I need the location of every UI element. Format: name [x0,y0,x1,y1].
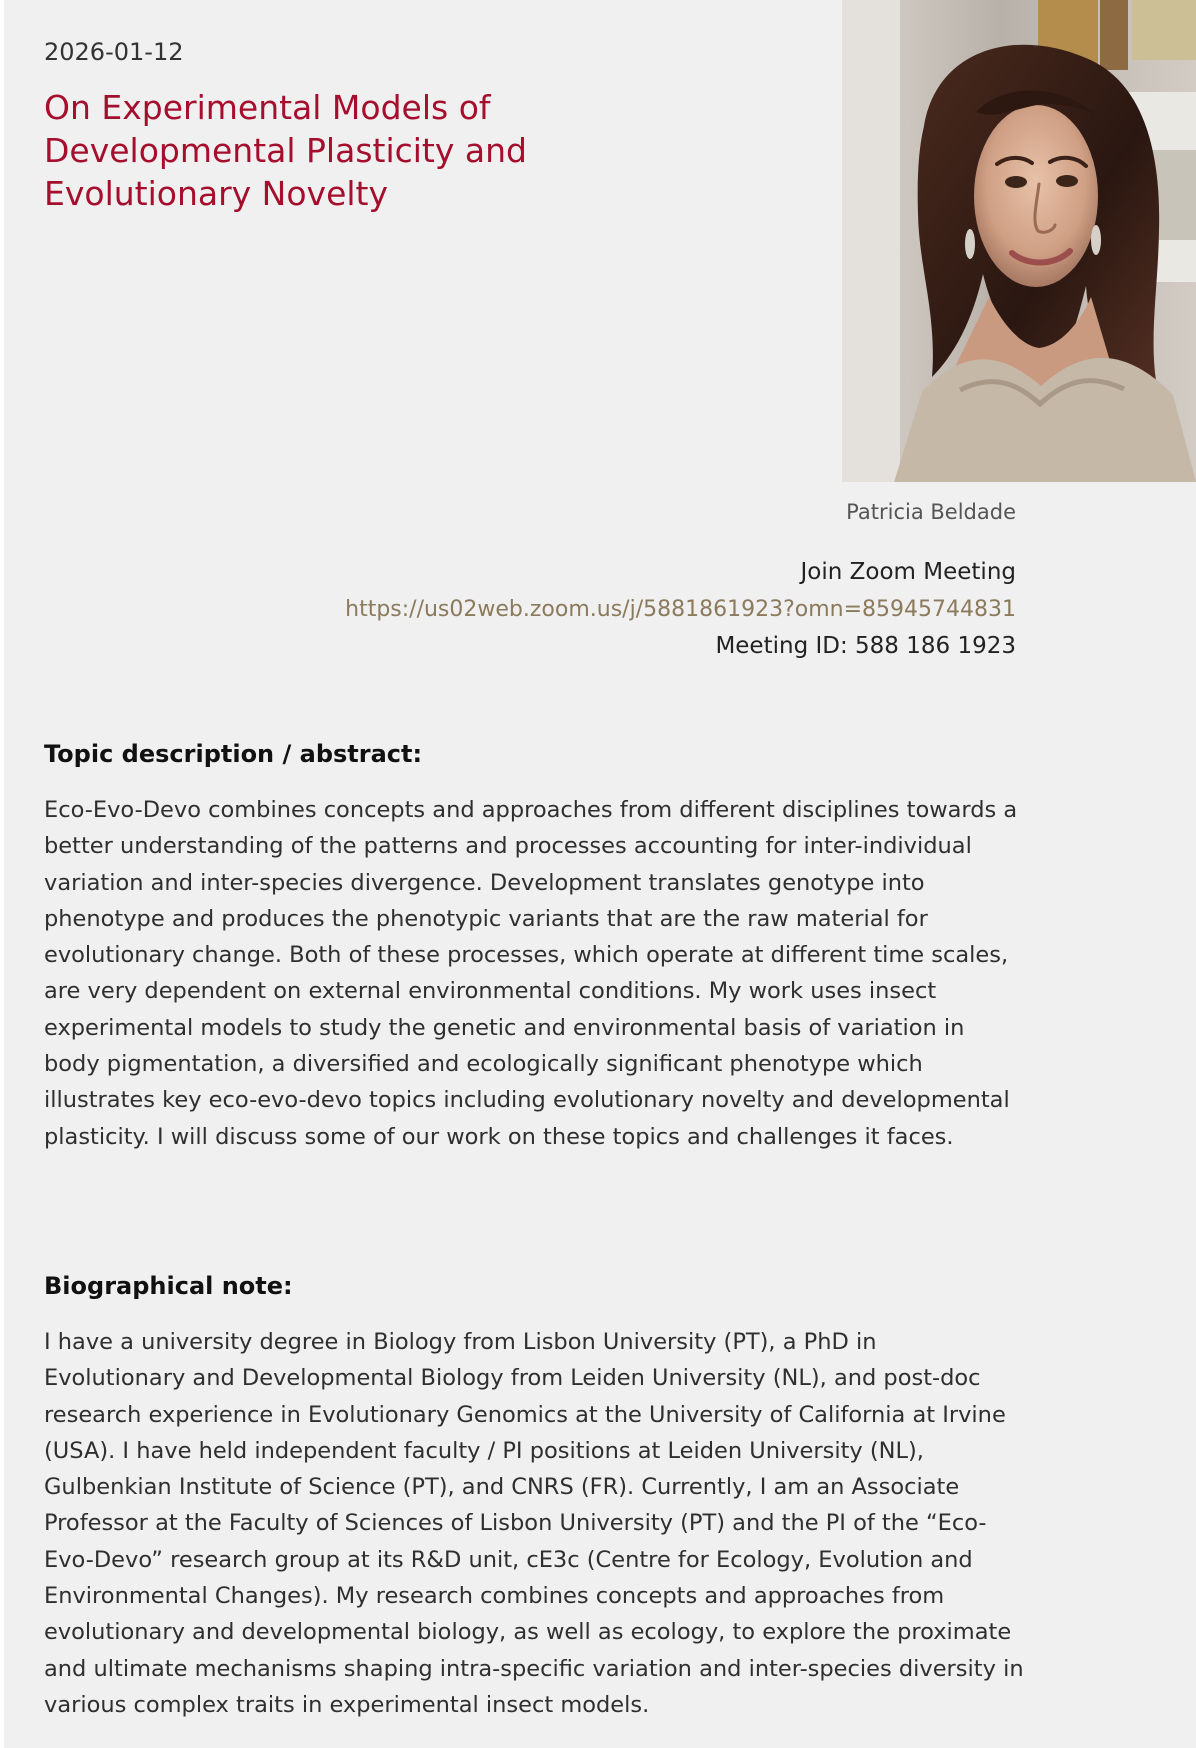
event-date: 2026-01-12 [44,38,184,66]
speaker-portrait-image [842,0,1196,482]
abstract-heading: Topic description / abstract: [44,740,423,768]
zoom-meeting-id: Meeting ID: 588 186 1923 [715,633,1016,659]
bio-section [44,1272,1024,1723]
speaker-name: Patricia Beldade [846,500,1016,524]
speaker-photo [842,0,1196,482]
bio-heading: Biographical note: [44,1272,293,1300]
zoom-meeting-info [345,554,1016,665]
zoom-join-label: Join Zoom Meeting [800,559,1016,585]
event-header [4,0,1196,660]
abstract-section [44,740,1024,1155]
zoom-meeting-link[interactable]: https://us02web.zoom.us/j/5881861923?omn=85945744831 [345,597,1016,622]
abstract-text: Eco-Evo-Devo combines concepts and approaches from different disciplines towards a better understanding of the patterns and processes accounting for inter-individual variation and inter-species divergence. Development translates genotype into phenotype and produces the phenotypic variants that are the raw material for evolutionary change. Both of these processes, which operate at different time scales, are very dependent on external environmental conditions. My work uses insect experimental models to study the genetic and environmental basis of variation in body pigmentation, a diversified and ecologically significant phenotype which illustrates key eco-evo-devo topics including evolutionary novelty and developmental plasticity. I will discuss some of our work on these topics and challenges it faces. [44,797,1018,1150]
bio-text: I have a university degree in Biology from Lisbon University (PT), a PhD in Evolutionary and Developmental Biology from Leiden University (NL), and post-doc research experience in Evolutionary Genomics at the University of California at Irvine (USA). I have held independent faculty / PI positions at Leiden University (NL), Gulbenkian Institute of Science (PT), and CNRS (FR). Currently, I am an Associate Professor at the Faculty of Sciences of Lisbon University (PT) and the PI of the “Eco-Evo-Devo” research group at its R&D unit, cE3c (Centre for Ecology, Evolution and Environmental Changes). My research combines concepts and approaches from evolutionary and developmental biology, as well as ecology, to explore the proximate and ultimate mechanisms shaping intra-specific variation and inter-species diversity in various complex traits in experimental insect models. [44,1329,1024,1718]
event-title: On Experimental Models of Developmental Plasticity and Evolutionary Novelty [44,88,527,213]
event-page [4,0,1196,1748]
